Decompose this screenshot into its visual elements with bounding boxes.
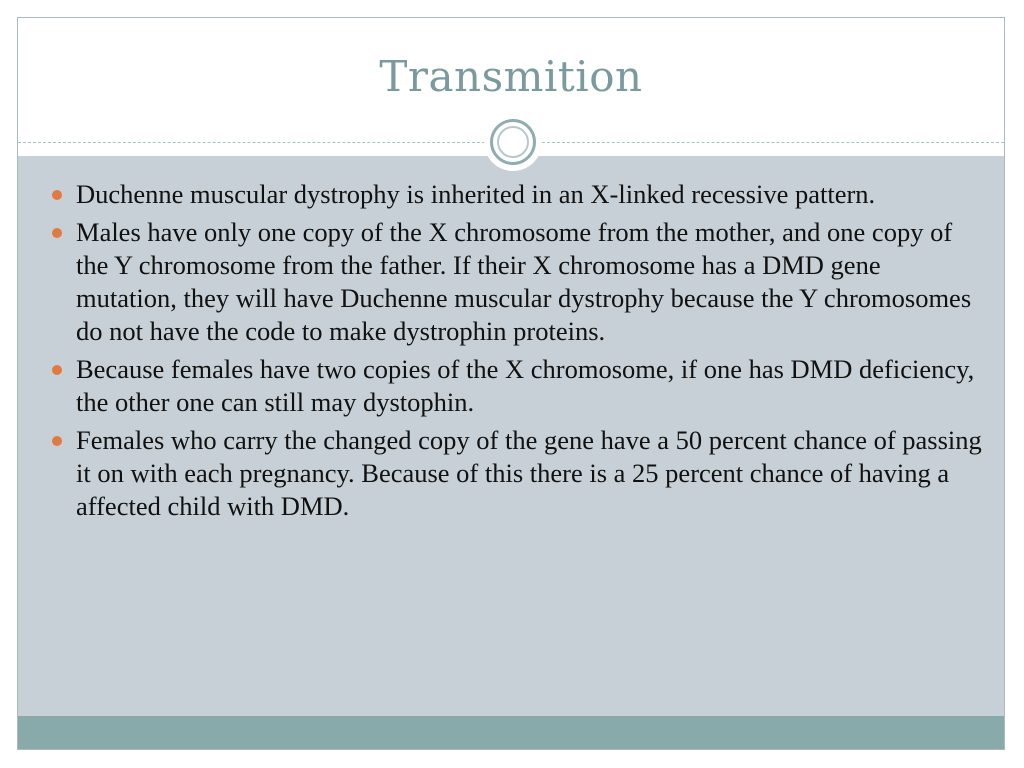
slide-title: Transmition bbox=[379, 52, 643, 101]
footer-band bbox=[18, 716, 1004, 750]
bullet-list bbox=[52, 178, 982, 528]
circle-ornament-icon bbox=[484, 113, 542, 171]
circle-ring bbox=[490, 119, 536, 165]
bullet-text: Duchenne muscular dystrophy is inherited in an X-linked recessive pattern. bbox=[76, 179, 876, 209]
bullet-dot-icon bbox=[52, 190, 62, 200]
bullet-item bbox=[52, 216, 982, 348]
bullet-item bbox=[52, 178, 982, 211]
bullet-text: Because females have two copies of the X chromosome, if one has DMD deficiency, the other one can still may dystophin. bbox=[76, 354, 975, 417]
bullet-text: Females who carry the changed copy of the gene have a 50 percent chance of passing it on with each pregnancy. Because of this there is a 25 percent chance of having a affected child with DMD. bbox=[76, 425, 982, 521]
bullet-text: Males have only one copy of the X chromosome from the mother, and one copy of the Y chromosome from the father. If their X chromosome has a DMD gene mutation, they will have Duchenne muscular dystrophy because the Y chromosomes do not have the code to make dystrophin proteins. bbox=[76, 217, 972, 346]
slide bbox=[17, 17, 1005, 750]
bullet-item bbox=[52, 353, 982, 419]
bullet-dot-icon bbox=[52, 436, 62, 446]
bullet-dot-icon bbox=[52, 365, 62, 375]
circle-inner-ring bbox=[497, 126, 529, 158]
bullet-item bbox=[52, 424, 982, 523]
bullet-dot-icon bbox=[52, 228, 62, 238]
